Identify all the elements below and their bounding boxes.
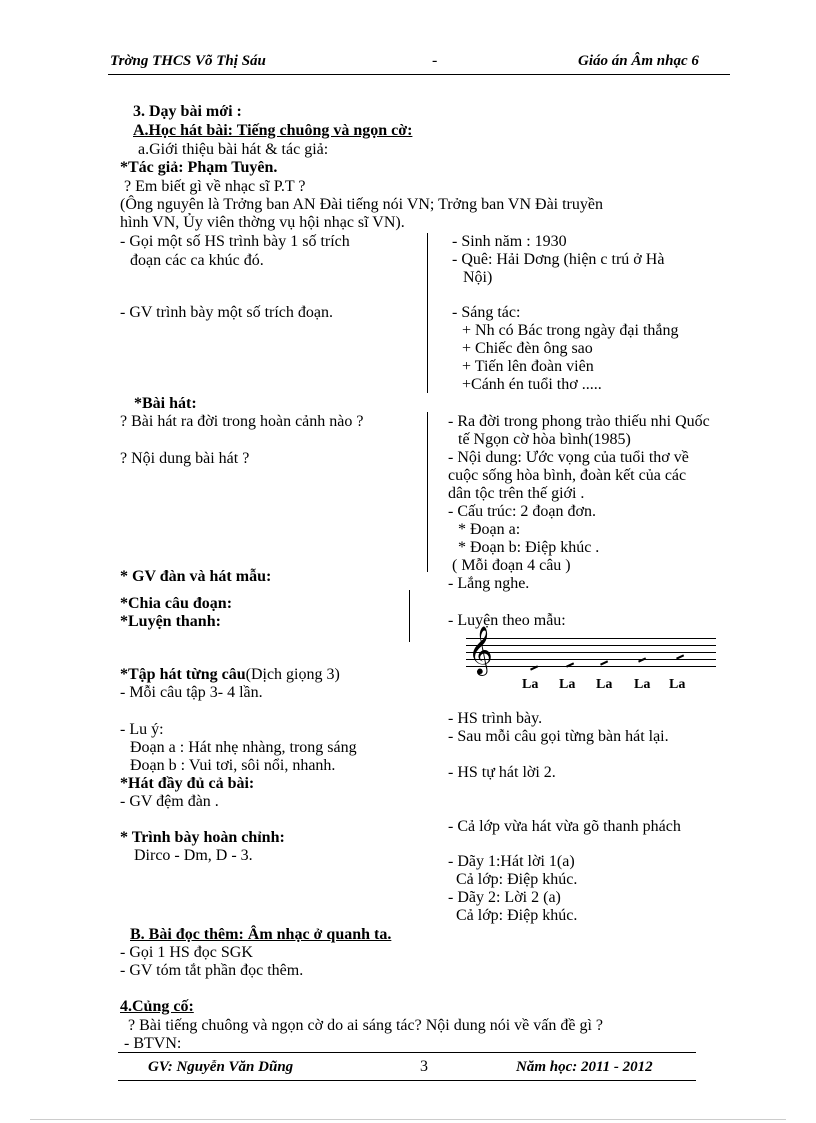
- bio-line-1: (Ông nguyên là Trởng ban AN Đài tiếng nói VN; Trởng ban VN Đài truyền: [120, 196, 603, 213]
- left-line: - Mỗi câu tập 3- 4 lần.: [120, 684, 263, 701]
- solfege-syllable: La: [596, 677, 613, 692]
- footer-page-number: 3: [420, 1058, 428, 1075]
- right-line: - HS tự hát lời 2.: [448, 764, 556, 781]
- right-line: - Dãy 2: Lời 2 (a): [448, 889, 561, 906]
- column-divider: [427, 233, 428, 393]
- full-song-heading: *Hát đầy đủ cả bài:: [120, 775, 255, 792]
- left-line: Dirco - Dm, D - 3.: [134, 847, 253, 864]
- right-line: - Sáng tác:: [452, 304, 521, 321]
- learn-heading: [120, 666, 340, 684]
- split-heading: *Chia câu đoạn:: [120, 595, 233, 612]
- consolidation-question: ? Bài tiếng chuông và ngọn cờ do ai sáng tác? Nội dung nói về vấn đề gì ?: [128, 1017, 603, 1034]
- right-line: - Lắng nghe.: [448, 575, 530, 592]
- right-line: - Cả lớp vừa hát vừa gõ thanh phách: [448, 818, 681, 835]
- right-line: + Chiếc đèn ông sao: [462, 340, 593, 357]
- right-line: - Cấu trúc: 2 đoạn đơn.: [448, 503, 596, 520]
- right-line: + Tiến lên đoàn viên: [462, 358, 594, 375]
- right-line: - Sau mỗi câu gọi từng bàn hát lại.: [448, 728, 669, 745]
- warmup-heading: *Luyện thanh:: [120, 613, 221, 630]
- right-line: cuộc sống hòa bình, đoàn kết của các: [448, 467, 687, 484]
- section-3-title: 3. Dạy bài mới :: [133, 103, 242, 120]
- solfege-syllable: La: [634, 677, 651, 692]
- solfege-syllable: La: [669, 677, 686, 692]
- right-line: - Nội dung: Ước vọng của tuổi thơ về: [448, 449, 689, 466]
- right-line: - Quê: Hải Dơng (hiện c trú ở Hà: [452, 251, 665, 268]
- left-line: - GV đệm đàn .: [120, 793, 219, 810]
- part-b-title: B. Bài đọc thêm: Âm nhạc ở quanh ta.: [130, 926, 392, 943]
- intro-heading: a.Giới thiệu bài hát & tác giả:: [138, 141, 329, 158]
- right-line: + Nh có Bác trong ngày đại thắng: [462, 322, 679, 339]
- right-line: +Cánh én tuổi thơ .....: [462, 376, 602, 393]
- right-line: - Ra đời trong phong trào thiếu nhi Quốc: [448, 413, 710, 430]
- right-line: Cả lớp: Điệp khúc.: [456, 907, 578, 924]
- right-line: - HS trình bày.: [448, 710, 543, 727]
- right-line: Cả lớp: Điệp khúc.: [456, 871, 578, 888]
- gv-sing-heading: * GV đàn và hát mẫu:: [120, 568, 272, 585]
- footer-rule: [118, 1052, 696, 1053]
- column-divider: [427, 412, 428, 572]
- learn-heading-rest: (Dịch giọng 3): [245, 666, 340, 683]
- page-edge: [30, 1119, 786, 1120]
- right-line: tế Ngọn cờ hòa bình(1985): [458, 431, 631, 448]
- left-line: Đoạn b : Vui tơi, sôi nổi, nhanh.: [130, 757, 336, 774]
- right-line: dân tộc trên thế giới .: [448, 485, 585, 502]
- header-subject: Giáo án Âm nhạc 6: [578, 53, 699, 69]
- column-divider: [409, 590, 410, 642]
- right-line: Nội): [463, 269, 493, 286]
- left-line: ? Bài hát ra đời trong hoàn cảnh nào ?: [120, 413, 364, 430]
- right-line: * Đoạn a:: [458, 521, 521, 538]
- song-heading: *Bài hát:: [134, 395, 197, 412]
- right-line: ( Mỗi đoạn 4 câu ): [452, 557, 571, 574]
- part-b-line: - Gọi 1 HS đọc SGK: [120, 944, 253, 961]
- right-line: * Đoạn b: Điệp khúc .: [458, 539, 600, 556]
- perform-heading: * Trình bày hoàn chỉnh:: [120, 829, 285, 846]
- author-heading: *Tác giả: Phạm Tuyên.: [120, 159, 278, 176]
- homework: - BTVN:: [124, 1035, 182, 1052]
- solfege-syllable: La: [522, 677, 539, 692]
- treble-clef-icon: 𝄞: [468, 625, 493, 674]
- bio-line-2: hình VN, Ủy viên thờng vụ hội nhạc sĩ VN).: [120, 214, 405, 231]
- footer-year: Năm học: 2011 - 2012: [516, 1059, 653, 1075]
- right-line: - Sinh năm : 1930: [452, 233, 567, 250]
- header-rule: [108, 74, 730, 75]
- header-dash: -: [432, 52, 438, 69]
- right-line: - Luyện theo mẫu:: [448, 612, 566, 629]
- left-line: đoạn các ca khúc đó.: [130, 252, 264, 269]
- learn-heading-bold: *Tập hát từng câu: [120, 666, 246, 683]
- section-4-title: 4.Củng cố:: [120, 998, 194, 1015]
- left-line: - GV trình bày một số trích đoạn.: [120, 304, 334, 321]
- part-b-line: - GV tóm tắt phần đọc thêm.: [120, 962, 304, 979]
- author-question: ? Em biết gì về nhạc sĩ P.T ?: [124, 178, 306, 195]
- solfege-syllable: La: [559, 677, 576, 692]
- right-line: - Dãy 1:Hát lời 1(a): [448, 853, 575, 870]
- left-line: - Lu ý:: [120, 721, 164, 738]
- note: [600, 660, 608, 665]
- part-a-title: A.Học hát bài: Tiếng chuông và ngọn cờ:: [133, 122, 413, 139]
- footer-teacher: GV: Nguyễn Văn Dũng: [148, 1059, 294, 1075]
- footer-rule-bottom: [118, 1080, 696, 1081]
- left-line: Đoạn a : Hát nhẹ nhàng, trong sáng: [130, 739, 357, 756]
- left-line: - Gọi một số HS trình bày 1 số trích: [120, 233, 350, 250]
- left-line: ? Nội dung bài hát ?: [120, 450, 250, 467]
- header-school: Trờng THCS Võ Thị Sáu: [110, 53, 266, 69]
